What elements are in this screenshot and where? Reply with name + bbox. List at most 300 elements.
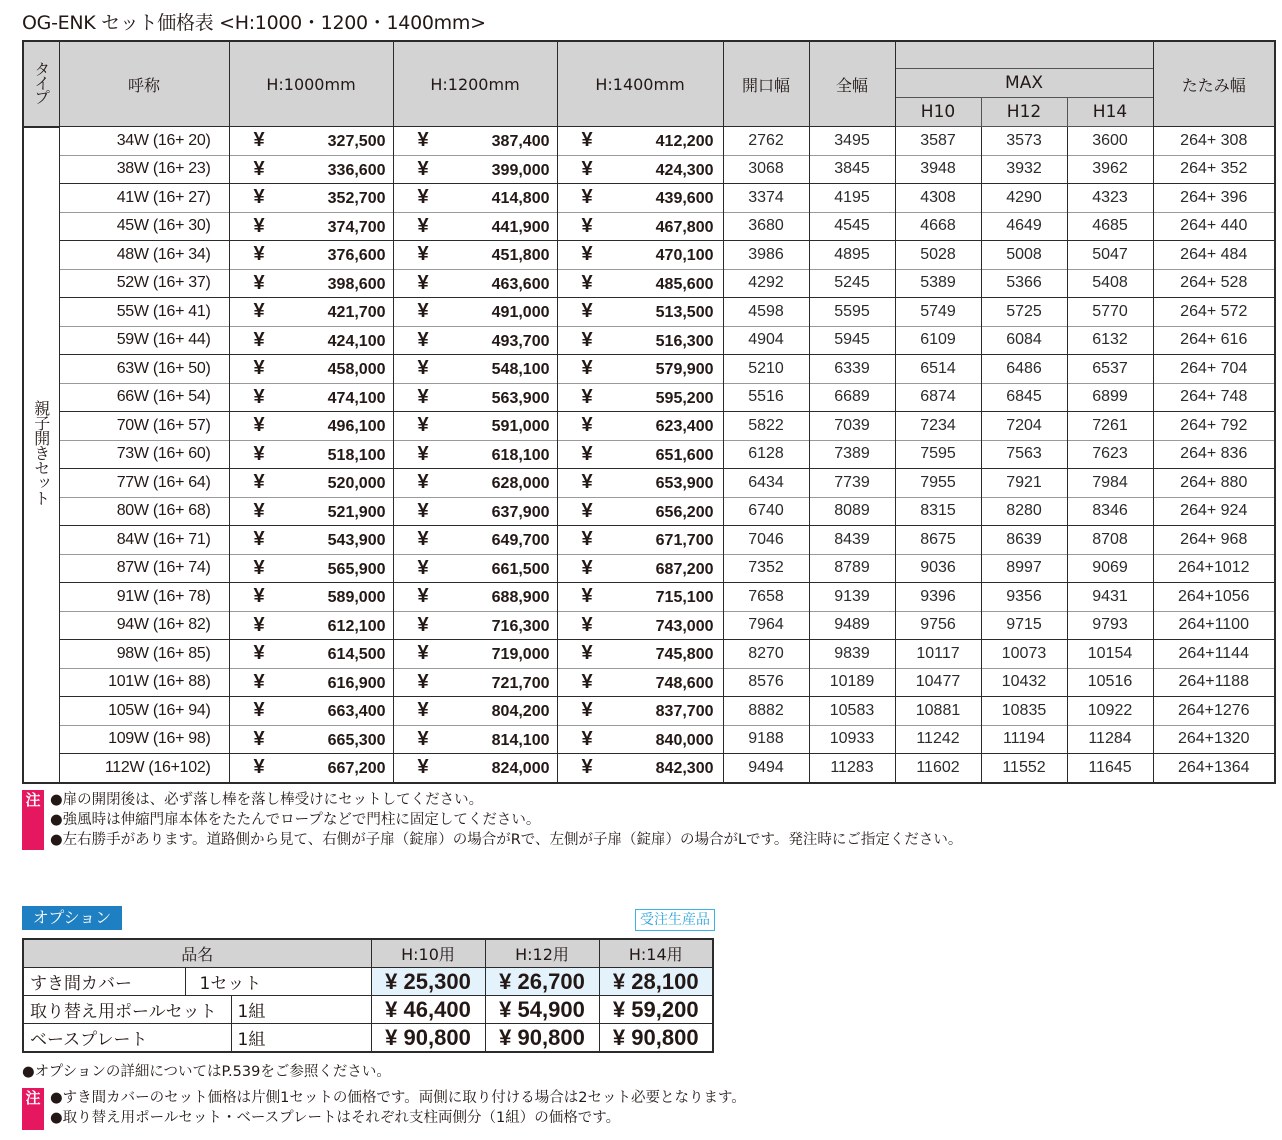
price-1000	[229, 583, 393, 612]
price-1200	[393, 697, 557, 726]
max-h14: 5770	[1067, 298, 1153, 327]
yen-sign: ¥	[253, 271, 265, 294]
price-amount: 513,500	[655, 304, 714, 322]
option-price-h14: ¥ 28,100	[599, 968, 713, 996]
price-amount: 493,700	[491, 332, 550, 350]
options-header-h12: H:12用	[485, 939, 599, 968]
price-amount: 840,000	[655, 731, 714, 749]
folded-width: 264+ 748	[1153, 383, 1275, 412]
yen-sign: ¥	[253, 385, 265, 408]
opening-width: 4598	[723, 298, 809, 327]
model-name: 101W (16+ 88)	[59, 668, 229, 697]
header-max-spacer	[895, 41, 1153, 69]
table-row	[23, 241, 1275, 270]
max-h14: 9793	[1067, 611, 1153, 640]
opening-width: 6434	[723, 469, 809, 498]
max-h10: 9396	[895, 583, 981, 612]
opening-width: 9494	[723, 754, 809, 783]
table-row	[23, 583, 1275, 612]
yen-sign: ¥	[581, 328, 593, 351]
price-1000	[229, 241, 393, 270]
price-amount: 616,900	[327, 674, 386, 692]
option-name: 取り替え用ポールセット	[23, 996, 231, 1024]
price-table	[22, 40, 1276, 784]
max-h10: 7595	[895, 440, 981, 469]
price-amount: 837,700	[655, 703, 714, 721]
price-1000	[229, 668, 393, 697]
table-row	[23, 611, 1275, 640]
opening-width: 9188	[723, 725, 809, 754]
options-label: オプション	[22, 906, 122, 930]
price-1000	[229, 497, 393, 526]
model-name: 38W (16+ 23)	[59, 155, 229, 184]
model-name: 59W (16+ 44)	[59, 326, 229, 355]
table-row	[23, 298, 1275, 327]
price-1400	[557, 212, 723, 241]
max-h10: 8315	[895, 497, 981, 526]
yen-sign: ¥	[581, 699, 593, 722]
max-h10: 3587	[895, 127, 981, 156]
price-1200	[393, 412, 557, 441]
price-amount: 623,400	[655, 418, 714, 436]
price-amount: 387,400	[491, 133, 550, 151]
max-h10: 4668	[895, 212, 981, 241]
model-name: 80W (16+ 68)	[59, 497, 229, 526]
header-h14: H14	[1067, 98, 1153, 127]
price-1200	[393, 725, 557, 754]
options-header-h10: H:10用	[371, 939, 485, 968]
max-h14: 3600	[1067, 127, 1153, 156]
table-row	[23, 269, 1275, 298]
type-cell	[23, 127, 59, 783]
max-h12: 11194	[981, 725, 1067, 754]
yen-sign: ¥	[417, 727, 429, 750]
max-h10: 7955	[895, 469, 981, 498]
price-amount: 439,600	[655, 190, 714, 208]
price-1000	[229, 212, 393, 241]
price-1200	[393, 241, 557, 270]
folded-width: 264+ 880	[1153, 469, 1275, 498]
max-h10: 5028	[895, 241, 981, 270]
max-h12: 8639	[981, 526, 1067, 555]
max-h12: 9715	[981, 611, 1067, 640]
opening-width: 8882	[723, 697, 809, 726]
option-row-base-plate	[23, 1024, 713, 1053]
yen-sign: ¥	[253, 756, 265, 779]
max-h12: 10432	[981, 668, 1067, 697]
opening-width: 4292	[723, 269, 809, 298]
price-1200	[393, 497, 557, 526]
price-1000	[229, 554, 393, 583]
price-amount: 653,900	[655, 475, 714, 493]
yen-sign: ¥	[581, 271, 593, 294]
folded-width: 264+1056	[1153, 583, 1275, 612]
max-h14: 10922	[1067, 697, 1153, 726]
yen-sign: ¥	[253, 471, 265, 494]
price-amount: 591,000	[491, 418, 550, 436]
max-h14: 10154	[1067, 640, 1153, 669]
max-h12: 3573	[981, 127, 1067, 156]
yen-sign: ¥	[417, 556, 429, 579]
yen-sign: ¥	[417, 414, 429, 437]
yen-sign: ¥	[581, 214, 593, 237]
price-amount: 721,700	[491, 674, 550, 692]
price-1200	[393, 269, 557, 298]
table-row	[23, 526, 1275, 555]
table-row	[23, 497, 1275, 526]
price-1200	[393, 583, 557, 612]
yen-sign: ¥	[253, 186, 265, 209]
yen-sign: ¥	[417, 585, 429, 608]
model-name: 112W (16+102)	[59, 754, 229, 783]
option-price-h10: ¥ 90,800	[371, 1024, 485, 1053]
max-h12: 5008	[981, 241, 1067, 270]
yen-sign: ¥	[581, 442, 593, 465]
price-1000	[229, 697, 393, 726]
price-1200	[393, 326, 557, 355]
total-width: 4545	[809, 212, 895, 241]
total-width: 4195	[809, 184, 895, 213]
options-detail-note: ●オプションの詳細についてはP.539をご参照ください。	[22, 1064, 391, 1080]
price-1200	[393, 640, 557, 669]
max-h14: 8708	[1067, 526, 1153, 555]
yen-sign: ¥	[417, 699, 429, 722]
max-h10: 9756	[895, 611, 981, 640]
price-1000	[229, 355, 393, 384]
price-amount: 424,300	[655, 161, 714, 179]
option-row-gap-cover	[23, 968, 713, 996]
total-width: 11283	[809, 754, 895, 783]
price-1000	[229, 184, 393, 213]
yen-sign: ¥	[417, 385, 429, 408]
price-amount: 412,200	[655, 133, 714, 151]
price-1400	[557, 298, 723, 327]
yen-sign: ¥	[417, 243, 429, 266]
max-h12: 7921	[981, 469, 1067, 498]
yen-sign: ¥	[581, 756, 593, 779]
opening-width: 5516	[723, 383, 809, 412]
note-mark: 注	[22, 790, 44, 850]
opening-width: 5822	[723, 412, 809, 441]
note-line: ●すき間カバーのセット価格は片側1セットの価格です。両側に取り付ける場合は2セット必要となります。	[50, 1090, 746, 1106]
model-name: 55W (16+ 41)	[59, 298, 229, 327]
price-1000	[229, 640, 393, 669]
option-unit: 1セット	[185, 968, 371, 996]
option-price-h10: ¥ 46,400	[371, 996, 485, 1024]
price-1000	[229, 725, 393, 754]
yen-sign: ¥	[417, 186, 429, 209]
price-amount: 491,000	[491, 304, 550, 322]
price-1400	[557, 383, 723, 412]
price-1400	[557, 155, 723, 184]
folded-width: 264+ 528	[1153, 269, 1275, 298]
max-h14: 6899	[1067, 383, 1153, 412]
price-amount: 421,700	[327, 304, 386, 322]
option-price-h12: ¥ 90,800	[485, 1024, 599, 1053]
yen-sign: ¥	[581, 414, 593, 437]
price-amount: 463,600	[491, 275, 550, 293]
model-name: 91W (16+ 78)	[59, 583, 229, 612]
note-mark: 注	[22, 1088, 44, 1130]
price-amount: 743,000	[655, 617, 714, 635]
header-name: 呼称	[59, 41, 229, 127]
price-amount: 824,000	[491, 760, 550, 778]
yen-sign: ¥	[417, 471, 429, 494]
total-width: 9489	[809, 611, 895, 640]
note-line: ●強風時は伸縮門扉本体をたたんでロープなどで門柱に固定してください。	[50, 812, 541, 828]
price-amount: 719,000	[491, 646, 550, 664]
yen-sign: ¥	[253, 414, 265, 437]
price-amount: 649,700	[491, 532, 550, 550]
price-1400	[557, 640, 723, 669]
header-h1200: H:1200mm	[393, 41, 557, 127]
max-h10: 9036	[895, 554, 981, 583]
yen-sign: ¥	[581, 585, 593, 608]
yen-sign: ¥	[253, 642, 265, 665]
max-h12: 9356	[981, 583, 1067, 612]
price-amount: 687,200	[655, 560, 714, 578]
price-1000	[229, 326, 393, 355]
model-name: 66W (16+ 54)	[59, 383, 229, 412]
price-amount: 612,100	[327, 617, 386, 635]
table-row	[23, 469, 1275, 498]
price-amount: 637,900	[491, 503, 550, 521]
folded-width: 264+ 704	[1153, 355, 1275, 384]
header-total-width: 全幅	[809, 41, 895, 127]
price-amount: 458,000	[327, 361, 386, 379]
yen-sign: ¥	[253, 214, 265, 237]
price-1000	[229, 611, 393, 640]
table-row	[23, 668, 1275, 697]
price-1400	[557, 127, 723, 156]
price-1000	[229, 526, 393, 555]
yen-sign: ¥	[253, 328, 265, 351]
yen-sign: ¥	[581, 670, 593, 693]
price-amount: 451,800	[491, 247, 550, 265]
price-amount: 467,800	[655, 218, 714, 236]
price-1200	[393, 469, 557, 498]
price-amount: 715,100	[655, 589, 714, 607]
price-amount: 374,700	[327, 218, 386, 236]
opening-width: 7352	[723, 554, 809, 583]
folded-width: 264+ 616	[1153, 326, 1275, 355]
yen-sign: ¥	[581, 727, 593, 750]
opening-width: 8270	[723, 640, 809, 669]
opening-width: 7964	[723, 611, 809, 640]
price-amount: 548,100	[491, 361, 550, 379]
max-h12: 6084	[981, 326, 1067, 355]
header-type: タイプ	[23, 41, 59, 127]
yen-sign: ¥	[253, 499, 265, 522]
max-h14: 5408	[1067, 269, 1153, 298]
max-h12: 5725	[981, 298, 1067, 327]
price-amount: 663,400	[327, 703, 386, 721]
option-row-pole-set	[23, 996, 713, 1024]
price-amount: 376,600	[327, 247, 386, 265]
option-price-h14: ¥ 59,200	[599, 996, 713, 1024]
max-h14: 7984	[1067, 469, 1153, 498]
price-1200	[393, 554, 557, 583]
price-amount: 688,900	[491, 589, 550, 607]
price-amount: 745,800	[655, 646, 714, 664]
table-row	[23, 184, 1275, 213]
price-1400	[557, 412, 723, 441]
price-amount: 441,900	[491, 218, 550, 236]
max-h14: 7623	[1067, 440, 1153, 469]
yen-sign: ¥	[581, 300, 593, 323]
price-1200	[393, 155, 557, 184]
model-name: 52W (16+ 37)	[59, 269, 229, 298]
max-h10: 6514	[895, 355, 981, 384]
yen-sign: ¥	[417, 300, 429, 323]
yen-sign: ¥	[417, 670, 429, 693]
yen-sign: ¥	[417, 357, 429, 380]
max-h10: 11602	[895, 754, 981, 783]
yen-sign: ¥	[581, 157, 593, 180]
price-1400	[557, 611, 723, 640]
folded-width: 264+1276	[1153, 697, 1275, 726]
table-row	[23, 754, 1275, 783]
price-1200	[393, 212, 557, 241]
max-h14: 11645	[1067, 754, 1153, 783]
folded-width: 264+ 352	[1153, 155, 1275, 184]
yen-sign: ¥	[253, 585, 265, 608]
model-name: 70W (16+ 57)	[59, 412, 229, 441]
folded-width: 264+ 396	[1153, 184, 1275, 213]
total-width: 3845	[809, 155, 895, 184]
total-width: 6339	[809, 355, 895, 384]
header-opening-width: 開口幅	[723, 41, 809, 127]
model-name: 48W (16+ 34)	[59, 241, 229, 270]
model-name: 94W (16+ 82)	[59, 611, 229, 640]
price-amount: 336,600	[327, 161, 386, 179]
option-unit: 1組	[231, 996, 371, 1024]
table-row	[23, 212, 1275, 241]
price-1000	[229, 412, 393, 441]
price-amount: 565,900	[327, 560, 386, 578]
price-amount: 595,200	[655, 389, 714, 407]
table-row	[23, 725, 1275, 754]
price-1400	[557, 754, 723, 783]
price-1400	[557, 526, 723, 555]
yen-sign: ¥	[253, 129, 265, 152]
price-amount: 814,100	[491, 731, 550, 749]
price-1400	[557, 269, 723, 298]
price-amount: 651,600	[655, 446, 714, 464]
price-table-body	[23, 127, 1275, 783]
table-row	[23, 640, 1275, 669]
max-h12: 6845	[981, 383, 1067, 412]
price-amount: 579,900	[655, 361, 714, 379]
total-width: 8089	[809, 497, 895, 526]
yen-sign: ¥	[417, 129, 429, 152]
price-amount: 667,200	[327, 760, 386, 778]
option-name: すき間カバー	[23, 968, 185, 996]
price-amount: 748,600	[655, 674, 714, 692]
price-1400	[557, 469, 723, 498]
max-h14: 9431	[1067, 583, 1153, 612]
opening-width: 3374	[723, 184, 809, 213]
model-name: 105W (16+ 94)	[59, 697, 229, 726]
price-1000	[229, 383, 393, 412]
total-width: 7039	[809, 412, 895, 441]
max-h12: 8280	[981, 497, 1067, 526]
price-1000	[229, 298, 393, 327]
max-h12: 4290	[981, 184, 1067, 213]
yen-sign: ¥	[253, 556, 265, 579]
table-row	[23, 127, 1275, 156]
price-amount: 414,800	[491, 190, 550, 208]
yen-sign: ¥	[253, 243, 265, 266]
folded-width: 264+ 572	[1153, 298, 1275, 327]
price-amount: 518,100	[327, 446, 386, 464]
price-amount: 485,600	[655, 275, 714, 293]
header-h1000: H:1000mm	[229, 41, 393, 127]
opening-width: 7046	[723, 526, 809, 555]
price-1400	[557, 697, 723, 726]
price-1000	[229, 754, 393, 783]
price-1400	[557, 184, 723, 213]
total-width: 6689	[809, 383, 895, 412]
price-amount: 520,000	[327, 475, 386, 493]
max-h12: 5366	[981, 269, 1067, 298]
yen-sign: ¥	[417, 328, 429, 351]
price-amount: 804,200	[491, 703, 550, 721]
note-line: ●取り替え用ポールセット・ベースプレートはそれぞれ支柱両側分（1組）の価格です。	[50, 1110, 621, 1126]
max-h12: 11552	[981, 754, 1067, 783]
opening-width: 3680	[723, 212, 809, 241]
yen-sign: ¥	[417, 442, 429, 465]
header-h10: H10	[895, 98, 981, 127]
max-h14: 6537	[1067, 355, 1153, 384]
max-h10: 5389	[895, 269, 981, 298]
header-h1400: H:1400mm	[557, 41, 723, 127]
price-1000	[229, 469, 393, 498]
yen-sign: ¥	[581, 129, 593, 152]
folded-width: 264+1100	[1153, 611, 1275, 640]
price-amount: 521,900	[327, 503, 386, 521]
options-table	[22, 938, 714, 1053]
folded-width: 264+ 968	[1153, 526, 1275, 555]
max-h14: 4323	[1067, 184, 1153, 213]
model-name: 77W (16+ 64)	[59, 469, 229, 498]
price-1400	[557, 241, 723, 270]
note-line: ●扉の開閉後は、必ず落し棒を落し棒受けにセットしてください。	[50, 792, 484, 808]
note-line: ●左右勝手があります。道路側から見て、右側が子扉（錠扉）の場合がRで、左側が子扉（錠扉）の場合がLです。発注時にご指定ください。	[50, 832, 963, 848]
price-amount: 656,200	[655, 503, 714, 521]
page-title: OG-ENK セット価格表 <H:1000・1200・1400mm>	[22, 12, 486, 34]
max-h10: 6109	[895, 326, 981, 355]
price-1400	[557, 497, 723, 526]
model-name: 87W (16+ 74)	[59, 554, 229, 583]
option-unit: 1組	[231, 1024, 371, 1053]
price-1400	[557, 668, 723, 697]
folded-width: 264+1188	[1153, 668, 1275, 697]
yen-sign: ¥	[417, 756, 429, 779]
price-1200	[393, 754, 557, 783]
yen-sign: ¥	[253, 300, 265, 323]
folded-width: 264+ 308	[1153, 127, 1275, 156]
opening-width: 3986	[723, 241, 809, 270]
price-amount: 352,700	[327, 190, 386, 208]
price-amount: 589,000	[327, 589, 386, 607]
total-width: 7739	[809, 469, 895, 498]
model-name: 98W (16+ 85)	[59, 640, 229, 669]
price-amount: 474,100	[327, 389, 386, 407]
yen-sign: ¥	[253, 157, 265, 180]
header-folded-width: たたみ幅	[1153, 41, 1275, 127]
model-name: 41W (16+ 27)	[59, 184, 229, 213]
